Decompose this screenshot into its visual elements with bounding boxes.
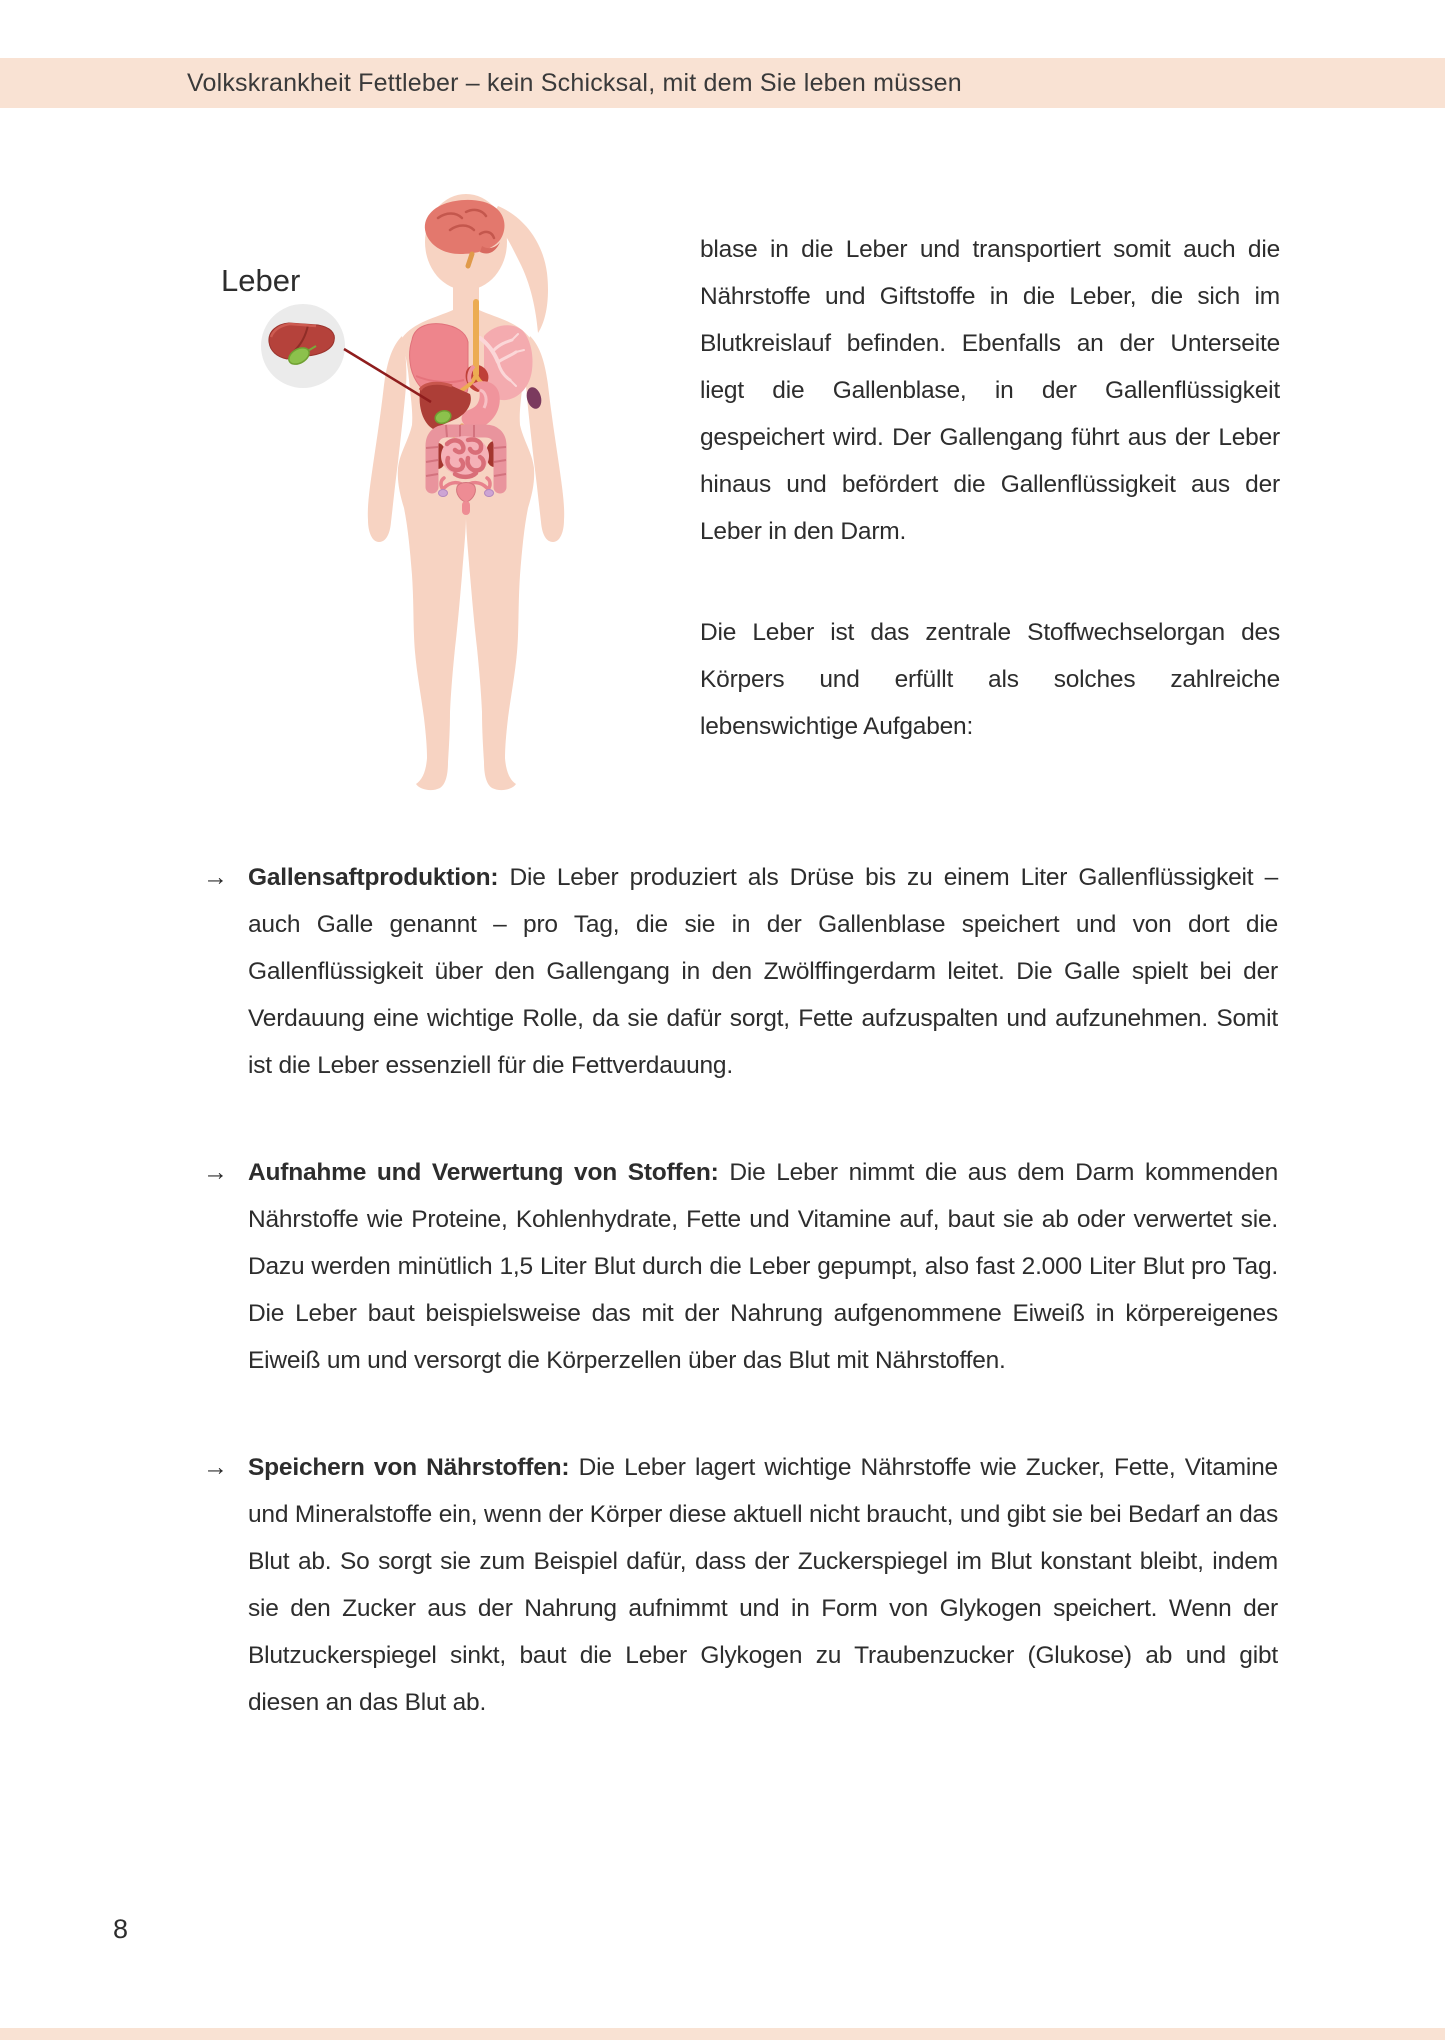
arrow-bullet-icon: → — [203, 1158, 228, 1186]
list-item-gallensaftproduktion — [203, 854, 1278, 1089]
liver-functions-list — [203, 854, 1278, 1786]
bullet-text: Die Leber nimmt die aus dem Darm kommenden Nährstoffe wie Proteine, Kohlenhydrate, Fette und Vitamine auf, baut sie ab oder verwertet sie. Dazu werden minütlich 1,5 Liter Blut durch die Leber gepumpt, also fast 2.000 Liter Blut pro Tag. Die Leber baut beispielsweise das mit der Nahrung aufgenommene Eiweiß in körpereigenes Eiweiß um und versorgt die Körperzellen über das Blut mit Nährstoffen. — [248, 1159, 1278, 1374]
bottom-accent-bar — [0, 2028, 1445, 2040]
page-number: 8 — [113, 1914, 129, 1944]
arrow-bullet-icon: → — [203, 863, 228, 891]
liver-callout — [261, 304, 345, 388]
list-item-speichern-naehrstoffe — [203, 1444, 1278, 1726]
intro-paragraph-2: Die Leber ist das zentrale Stoffwechselorgan des Körpers und erfüllt als solches zahlreiche lebenswichtige Aufgaben: — [700, 619, 1280, 740]
header-bar — [0, 58, 1445, 108]
list-item-aufnahme-verwertung — [203, 1149, 1278, 1384]
bullet-heading: Aufnahme und Verwertung von Stoffen: — [248, 1159, 719, 1186]
figure-label-leber: Leber — [221, 263, 301, 298]
bullet-heading: Speichern von Nährstoffen: — [248, 1454, 570, 1481]
bullet-text: Die Leber produziert als Drüse bis zu einem Liter Gallenflüssigkeit – auch Galle genannt – pro Tag, die sie in der Gallenblase speichert und von dort die Gallenflüssigkeit über den Gallengang in den Zwölffingerdarm leitet. Die Galle spielt bei der Verdauung eine wichtige Rolle, da sie dafür sorgt, Fette aufzuspalten und aufzunehmen. Somit ist die Leber essenziell für die Fettverdauung. — [248, 864, 1278, 1079]
bullet-heading: Gallensaftproduktion: — [248, 864, 499, 891]
intro-paragraph-1: blase in die Leber und transportiert somit auch die Nährstoffe und Giftstoffe in die Leber, die sich im Blutkreislauf befinden. Ebenfalls an der Unterseite liegt die Gallenblase, in der Gallenflüssigkeit gespeichert wird. Der Gallengang führt aus der Leber hinaus und befördert die Gallenflüssigkeit aus der Leber in den Darm. — [700, 236, 1280, 545]
running-head-title: Volkskrankheit Fettleber – kein Schicksal, mit dem Sie leben müssen — [187, 68, 962, 97]
intro-column — [700, 226, 1280, 750]
bullet-text: Die Leber lagert wichtige Nährstoffe wie Zucker, Fette, Vitamine und Mineralstoffe ein, wenn der Körper diese aktuell nicht braucht, und gibt sie bei Bedarf an das Blut ab. So sorgt sie zum Beispiel dafür, dass der Zuckerspiegel im Blut konstant bleibt, indem sie den Zucker aus der Nahrung aufnimmt und in Form von Glykogen speichert. Wenn der Blutzuckerspiegel sinkt, baut die Leber Glykogen zu Traubenzucker (Glukose) ab und gibt diesen an das Blut ab. — [248, 1454, 1279, 1716]
intestines-illustration — [426, 425, 506, 487]
arrow-bullet-icon: → — [203, 1453, 228, 1481]
anatomy-illustration — [150, 190, 610, 830]
